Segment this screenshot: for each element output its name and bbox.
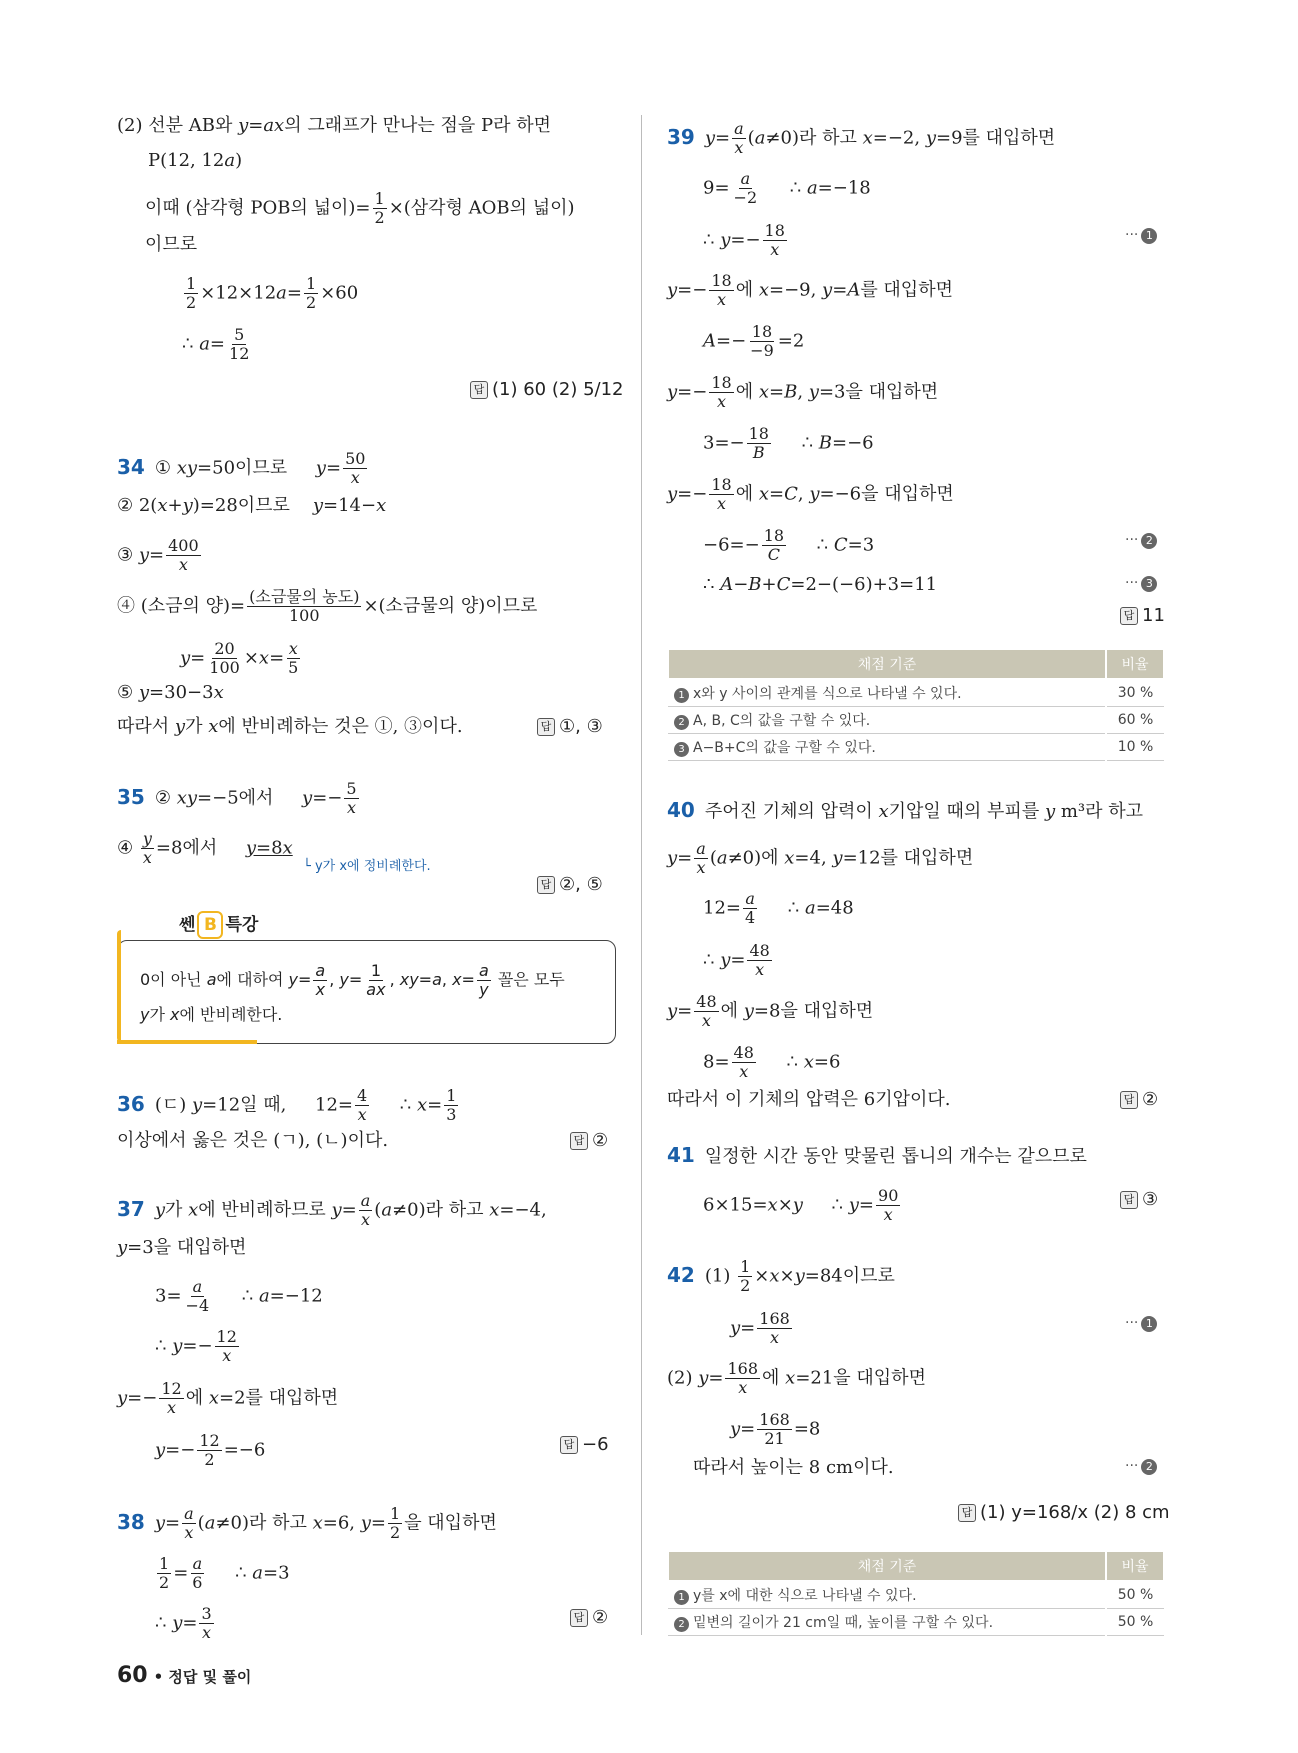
q39-line5: A=− $\frac{18}{-9}$ =2	[703, 322, 805, 360]
q39-step-3: ··· 3	[1125, 575, 1157, 592]
q39-line2: 9= $\frac{a}{-2}$ ∴ a=−18	[703, 169, 871, 207]
q33-line5: $\frac{1}{2}$ ×12×12a= $\frac{1}{2}$ ×60	[186, 274, 359, 312]
q39-line8: y=− $\frac{18}{x}$ 에 x=C, y=−6을 대입하면	[667, 475, 954, 513]
tip-b-badge: B	[197, 911, 223, 939]
q40-answer: 답 ②	[1120, 1087, 1158, 1113]
q35-line1: 35 ② xy=−5에서 y=− $\frac{5}{x}$	[117, 779, 357, 817]
q38-line2: $\frac{1}{2}$ = $\frac{a}{6}$ ∴ a=3	[159, 1554, 290, 1592]
q34-line4: ④ (소금의 양)= $\frac{\text{(소금물의 농도)}}{100}$ ×(소금물의 양)이므로	[117, 587, 538, 625]
page-number: 60	[117, 1663, 148, 1688]
q38-line1: 38 y= $\frac{a}{x}$ (a≠0)라 하고 x=6, y= $\frac{1}{2}$ 을 대입하면	[117, 1504, 497, 1542]
q40-line7: 따라서 이 기체의 압력은 6기압이다.	[667, 1089, 951, 1110]
answer-icon: 답	[560, 1436, 578, 1454]
tip-text-1: 0이 아닌 a에 대하여 y= $\frac{a}{x}$ , y= $\frac{1}{ax}$ , xy=a, x= $\frac{a}{y}$ 꼴은 모두	[140, 961, 565, 999]
footer-title: • 정답 및 풀이	[153, 1668, 252, 1686]
q35-line2: ④ $\frac{y}{x}$ =8에서 y=8x	[117, 829, 293, 867]
q33-line4: 이므로	[145, 234, 198, 255]
tip-accent-bar	[117, 930, 121, 1042]
q40-line3: 12= $\frac{a}{4}$ ∴ a=48	[703, 889, 854, 927]
q42-step-1: ··· 1	[1125, 1315, 1157, 1332]
q41-line1: 41 일정한 시간 동안 맞물린 톱니의 개수는 같으므로	[667, 1143, 1087, 1167]
answer-icon: 답	[958, 1504, 976, 1522]
grading-header-ratio: 비율	[1106, 649, 1164, 679]
q33-answer: 답 (1) 60 (2) 5/12	[470, 377, 623, 403]
q41-answer: 답 ③	[1120, 1187, 1158, 1213]
q33-part2-line1: (2) 선분 AB와 y=ax의 그래프가 만나는 점을 P라 하면	[117, 115, 551, 136]
grading-row: 2 A, B, C의 값을 구할 수 있다. 60 %	[668, 707, 1164, 734]
answer-icon: 답	[570, 1132, 588, 1150]
q39-answer: 답 11	[1120, 603, 1165, 629]
q34-answer: 답 ①, ③	[537, 714, 603, 740]
q37-line1: 37 y가 x에 반비례하므로 y= $\frac{a}{x}$ (a≠0)라 하고 x=−4,	[117, 1191, 547, 1229]
q35-note: └ y가 x에 정비례한다.	[303, 859, 431, 874]
grading-table-42	[667, 1550, 1165, 1636]
q37-answer: 답 −6	[560, 1432, 609, 1458]
answer-icon: 답	[1120, 607, 1138, 625]
q40-line2: y= $\frac{a}{x}$ (a≠0)에 x=4, y=12를 대입하면	[667, 839, 974, 877]
q40-line6: 8= $\frac{48}{x}$ ∴ x=6	[703, 1043, 841, 1081]
q40-line1: 40 주어진 기체의 압력이 x기압일 때의 부피를 y m³라 하고	[667, 798, 1144, 822]
tip-text-2: y가 x에 반비례한다.	[140, 1005, 283, 1024]
tip-title: 쎈 B 특강	[175, 910, 262, 939]
q34-line3: ③ y= $\frac{400}{x}$	[117, 536, 199, 574]
grading-row: 1 y를 x에 대한 식으로 나타낼 수 있다. 50 %	[668, 1581, 1164, 1609]
q39-line9: −6=− $\frac{18}{C}$ ∴ C=3	[703, 526, 875, 564]
q41-line2: 6×15=x×y ∴ y= $\frac{90}{x}$	[703, 1186, 899, 1224]
q34-line1: 34 ① xy=50이므로 y= $\frac{50}{x}$	[117, 449, 366, 487]
q38-answer: 답 ②	[570, 1605, 608, 1631]
q42-line4: y= $\frac{168}{21}$ =8	[730, 1410, 821, 1448]
q37-line6: y=− $\frac{12}{2}$ =−6	[155, 1431, 266, 1469]
q35-answer: 답 ②, ⑤	[537, 872, 603, 898]
answer-icon: 답	[537, 718, 555, 736]
q42-line3: (2) y= $\frac{168}{x}$ 에 x=21을 대입하면	[667, 1359, 926, 1397]
q39-line4: y=− $\frac{18}{x}$ 에 x=−9, y=A를 대입하면	[667, 271, 953, 309]
q39-step-1: ··· 1	[1125, 227, 1157, 244]
q39-line1: 39 y= $\frac{a}{x}$ (a≠0)라 하고 x=−2, y=9를 대입하면	[667, 119, 1056, 157]
q34-line6: ⑤ y=30−3x	[117, 682, 224, 703]
q37-line2: y=3을 대입하면	[117, 1237, 247, 1258]
q34-line5: y= $\frac{20}{100}$ ×x= $\frac{x}{5}$	[180, 639, 299, 677]
grading-table-39	[667, 648, 1165, 761]
answer-icon: 답	[537, 876, 555, 894]
q38-line3: ∴ y= $\frac{3}{x}$	[155, 1604, 212, 1642]
q36-answer: 답 ②	[570, 1128, 608, 1154]
grading-header-criteria: 채점 기준	[668, 1551, 1106, 1581]
answer-icon: 답	[570, 1609, 588, 1627]
grading-row: 3 A−B+C의 값을 구할 수 있다. 10 %	[668, 734, 1164, 761]
q34-line7: 따라서 y가 x에 반비례하는 것은 ①, ③이다.	[117, 716, 463, 737]
q42-step-2: ··· 2	[1125, 1458, 1157, 1475]
column-divider	[641, 115, 642, 1635]
q37-line4: ∴ y=− $\frac{12}{x}$	[155, 1327, 237, 1365]
grading-row: 1 x와 y 사이의 관계를 식으로 나타낼 수 있다. 30 %	[668, 679, 1164, 707]
answer-icon: 답	[470, 381, 488, 399]
q42-line1: 42 (1) $\frac{1}{2}$ ×x×y=84이므로	[667, 1257, 895, 1295]
q42-answer: 답 (1) y=168/x (2) 8 cm	[958, 1500, 1170, 1526]
q34-line2: ② 2(x+y)=28이므로 y=14−x	[117, 495, 387, 516]
answer-icon: 답	[1120, 1191, 1138, 1209]
q40-line5: y= $\frac{48}{x}$ 에 y=8을 대입하면	[667, 992, 874, 1030]
answer-icon: 답	[1120, 1091, 1138, 1109]
q42-line2: y= $\frac{168}{x}$	[730, 1309, 790, 1347]
q39-line6: y=− $\frac{18}{x}$ 에 x=B, y=3을 대입하면	[667, 373, 939, 411]
grading-header-ratio: 비율	[1106, 1551, 1164, 1581]
q33-line3: 이때 (삼각형 POB의 넓이)= $\frac{1}{2}$ ×(삼각형 AOB의 넓이)	[145, 189, 575, 227]
q39-line10: ∴ A−B+C=2−(−6)+3=11	[703, 574, 938, 595]
q37-line3: 3= $\frac{a}{-4}$ ∴ a=−12	[155, 1277, 323, 1315]
q36-line1: 36 (ㄷ) y=12일 때, 12= $\frac{4}{x}$ ∴ x= $\frac{1}{3}$	[117, 1086, 457, 1124]
q39-step-2: ··· 2	[1125, 532, 1157, 549]
q42-line5: 따라서 높이는 8 cm이다.	[693, 1457, 894, 1478]
q40-line4: ∴ y= $\frac{48}{x}$	[703, 941, 770, 979]
q33-line6: ∴ a= $\frac{5}{12}$	[182, 325, 250, 363]
grading-row: 2 밑변의 길이가 21 cm일 때, 높이를 구할 수 있다. 50 %	[668, 1609, 1164, 1636]
q37-line5: y=− $\frac{12}{x}$ 에 x=2를 대입하면	[117, 1379, 339, 1417]
page-footer	[117, 1663, 251, 1688]
q33-line2: P(12, 12a)	[148, 150, 243, 171]
tip-accent-bottom	[117, 1040, 257, 1044]
q39-line7: 3=− $\frac{18}{B}$ ∴ B=−6	[703, 424, 874, 462]
grading-header-criteria: 채점 기준	[668, 649, 1106, 679]
q36-line2: 이상에서 옳은 것은 (ㄱ), (ㄴ)이다.	[117, 1130, 389, 1151]
q39-line3: ∴ y=− $\frac{18}{x}$	[703, 221, 785, 259]
